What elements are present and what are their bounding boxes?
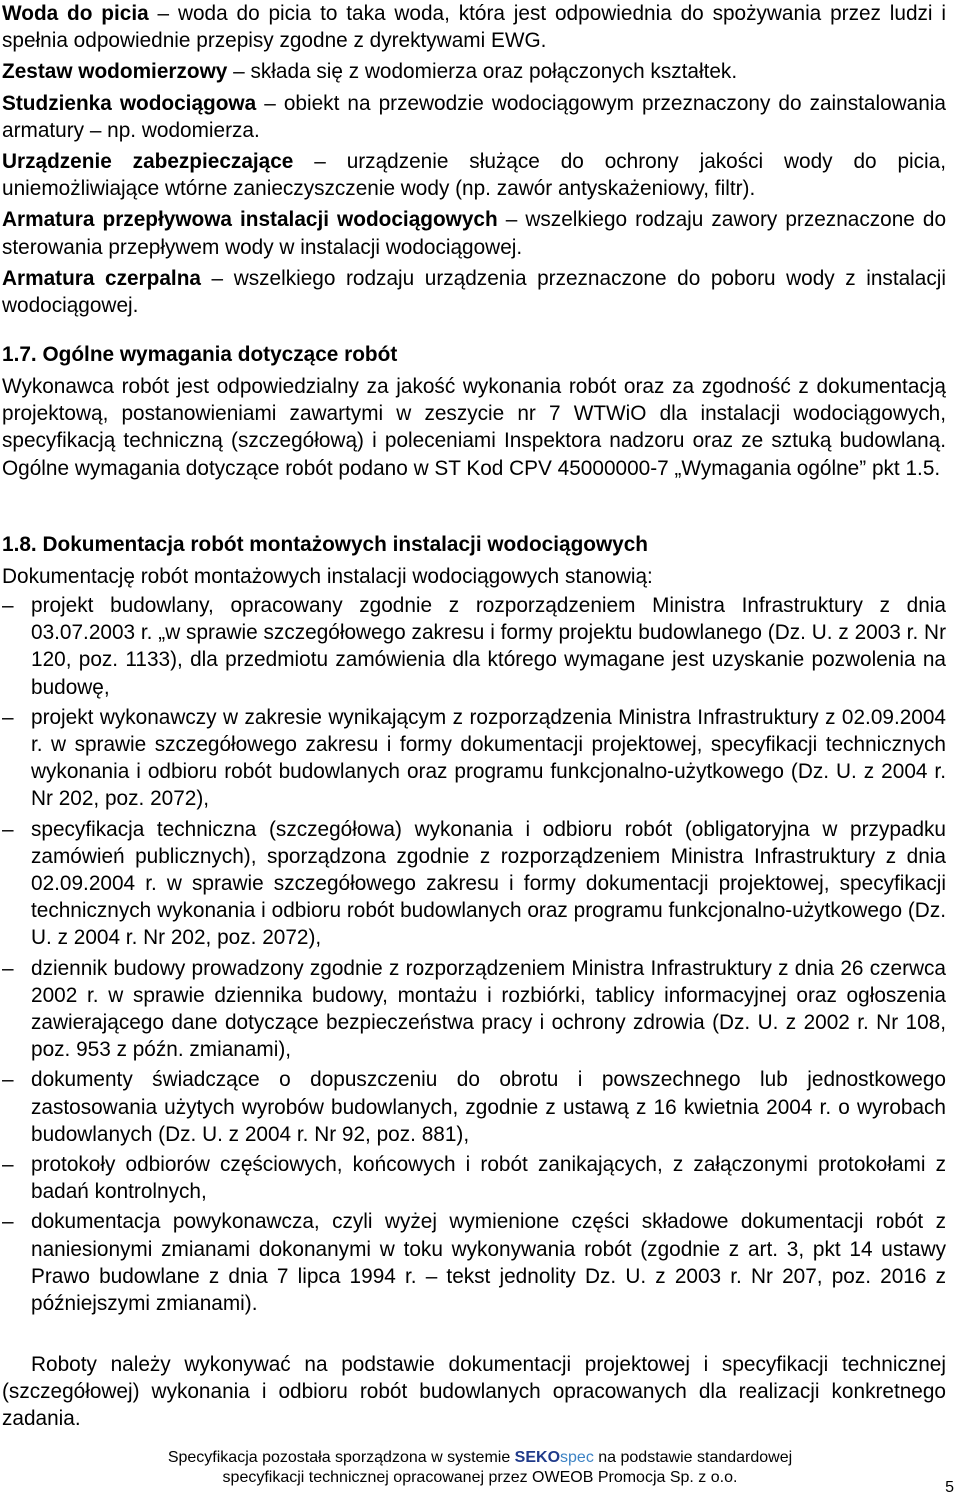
section-1-7-body: Wykonawca robót jest odpowiedzialny za jakość wykonania robót oraz za zgodność z dokumentacją projektową, postanowieniami zawartymi w zeszycie nr 7 WTWiO dla instalacji wodociągowych, specyfikacją techniczną (szczegółową) i poleceniami Inspektora nadzoru oraz ze sztuką budowlaną. Ogólne wymagania dotyczące robót podano w ST Kod CPV 45000000-7 „Wymagania ogólne” pkt 1.5.: [2, 375, 946, 480]
dash-bullet: –: [2, 1153, 14, 1177]
dash-bullet: –: [2, 705, 14, 729]
footer-text: na podstawie standardowej: [593, 1449, 793, 1466]
definition-text: składa się z wodomierza oraz połączonych kształtek.: [250, 60, 738, 84]
definition-separator: –: [256, 91, 284, 115]
definition-separator: –: [148, 2, 178, 25]
definition-term: Woda do picia: [2, 2, 149, 25]
list-item: [2, 816, 946, 952]
definition-term: Urządzenie zabezpieczające: [2, 150, 294, 174]
section-heading-1-8: 1.8. Dokumentacja robót montażowych instalacji wodociągowych: [2, 533, 648, 556]
definition-term: Zestaw wodomierzowy: [2, 60, 228, 84]
list-item-text: protokoły odbiorów częściowych, końcowych i robót zanikających, z załączonymi protokołami z badań kontrolnych,: [31, 1153, 946, 1204]
page-footer: [0, 1448, 960, 1488]
dash-bullet: –: [2, 956, 14, 980]
definition-term: Armatura czerpalna: [2, 266, 201, 290]
section-1-8-closing: Roboty należy wykonywać na podstawie dokumentacji projektowej i specyfikacji technicznej (szczegółowej) wykonania i odbioru robót budowlanych opracowanych dla realizacji konkretnego zadania.: [2, 1353, 946, 1431]
definition-item: [2, 0, 946, 54]
definition-text: wszelkiego rodzaju urządzenia przeznaczone do poboru wody z instalacji wodociągowej.: [2, 266, 947, 318]
definition-text: wszelkiego rodzaju zawory przeznaczone do sterowania przepływem wody w instalacji wodociągowej.: [2, 208, 947, 259]
definition-item: [2, 206, 946, 260]
definition-term: Studzienka wodociągowa: [2, 91, 257, 115]
documentation-list: [2, 592, 946, 1320]
definition-item: [2, 148, 946, 202]
list-item: [2, 1151, 946, 1205]
list-item-text: dokumenty świadczące o dopuszczeniu do obrotu i powszechnego lub jednostkowego zastosowania użytych wyrobów budowlanych, zgodnie z ustawą z 16 kwietnia 2004 r. o wyrobach budowlanych (Dz. U. z 2004 r. Nr 92, poz. 881),: [31, 1068, 946, 1146]
definition-item: [2, 90, 946, 144]
list-item: [2, 1208, 946, 1317]
list-item-text: specyfikacja techniczna (szczegółowa) wykonania i odbioru robót (obligatoryjna w przypadku zamówień publicznych), sporządzona zgodnie z rozporządzeniem Ministra Infrastruktury z dnia 02.09.2004 r. w sprawie szczegółowego zakresu i formy dokumentacji projektowej, specyfikacji technicznych wykonania i odbioru robót budowlanych oraz programu funkcjonalno-użytkowego (Dz. U. z 2004 r. Nr 202, poz. 2072),: [31, 817, 946, 950]
spec-brand: spec: [560, 1449, 594, 1466]
dash-bullet: –: [2, 1210, 14, 1234]
section-1-8-intro: Dokumentację robót montażowych instalacji wodociągowych stanowią:: [2, 565, 653, 588]
list-item: [2, 1066, 946, 1148]
definition-item: [2, 265, 946, 319]
list-item-text: dziennik budowy prowadzony zgodnie z rozporządzeniem Ministra Infrastruktury z dnia 26 czerwca 2002 r. w sprawie dziennika budowy, montażu i rozbiórki, tablicy informacyjnej oraz ogłoszenia zawierającego dane dotyczące bezpieczeństwa pracy i ochrony zdrowia (Dz. U. z 2002 r. Nr 108, poz. 953 z późn. zmianami),: [31, 956, 946, 1062]
footer-line-1: [0, 1448, 960, 1468]
definition-separator: –: [227, 60, 251, 84]
definition-text: urządzenie służące do ochrony jakości wody do picia, uniemożliwiające wtórne zanieczyszczenie wody (np. zawór antyskażeniowy, filtr).: [2, 150, 946, 201]
footer-text: Specyfikacja pozostała sporządzona w systemie: [167, 1449, 515, 1466]
list-item-text: projekt wykonawczy w zakresie wynikającym z rozporządzenia Ministra Infrastruktury z 02.09.2004 r. w sprawie szczegółowego zakresu i formy dokumentacji projektowej, specyfikacji technicznych wykonania i odbioru robót budowlanych oraz programu funkcjonalno-użytkowego (Dz. U. z 2004 r. Nr 202, poz. 2072),: [31, 705, 946, 811]
section-heading-1-7: 1.7. Ogólne wymagania dotyczące robót: [2, 343, 398, 366]
definition-text: woda do picia to taka woda, która jest odpowiednia do spożywania przez ludzi i spełnia odpowiednie przepisy zgodne z dyrektywami EWG.: [2, 2, 946, 53]
definition-term: Armatura przepływowa instalacji wodociągowych: [2, 208, 498, 232]
list-item: [2, 592, 946, 701]
footer-line-2: specyfikacji technicznej opracowanej przez OWEOB Promocja Sp. z o.o.: [222, 1469, 738, 1486]
definition-separator: –: [200, 266, 234, 290]
dash-bullet: –: [2, 1068, 14, 1092]
list-item-text: projekt budowlany, opracowany zgodnie z rozporządzeniem Ministra Infrastruktury z dnia 03.07.2003 r. „w sprawie szczegółowego zakresu i formy projektu budowlanego (Dz. U. z 2003 r. Nr 120, poz. 1133), dla przedmiotu zamówienia dla którego wymagane jest uzyskanie pozwolenia na budowę,: [31, 594, 946, 699]
list-item: [2, 955, 946, 1064]
list-item: [2, 704, 946, 813]
definitions-list: [2, 0, 946, 319]
definition-text: obiekt na przewodzie wodociągowym przeznaczony do zainstalowania armatury – np. wodomierza.: [2, 91, 946, 142]
definition-separator: –: [497, 208, 526, 232]
page-number: 5: [945, 1479, 954, 1496]
dash-bullet: –: [2, 594, 14, 617]
list-item-text: dokumentacja powykonawcza, czyli wyżej wymienione części składowe dokumentacji robót z naniesionymi zmianami dokonanymi w toku wykonywania robót (zgodnie z art. 3, pkt 14 ustawy Prawo budowlane z dnia 7 lipca 1994 r. – tekst jednolity Dz. U. z 2003 r. Nr 207, poz. 2016 z późniejszymi zmianami).: [31, 1210, 946, 1316]
definition-item: [2, 58, 946, 85]
seko-brand: SEKO: [514, 1449, 561, 1466]
definition-separator: –: [293, 150, 347, 174]
dash-bullet: –: [2, 817, 14, 841]
